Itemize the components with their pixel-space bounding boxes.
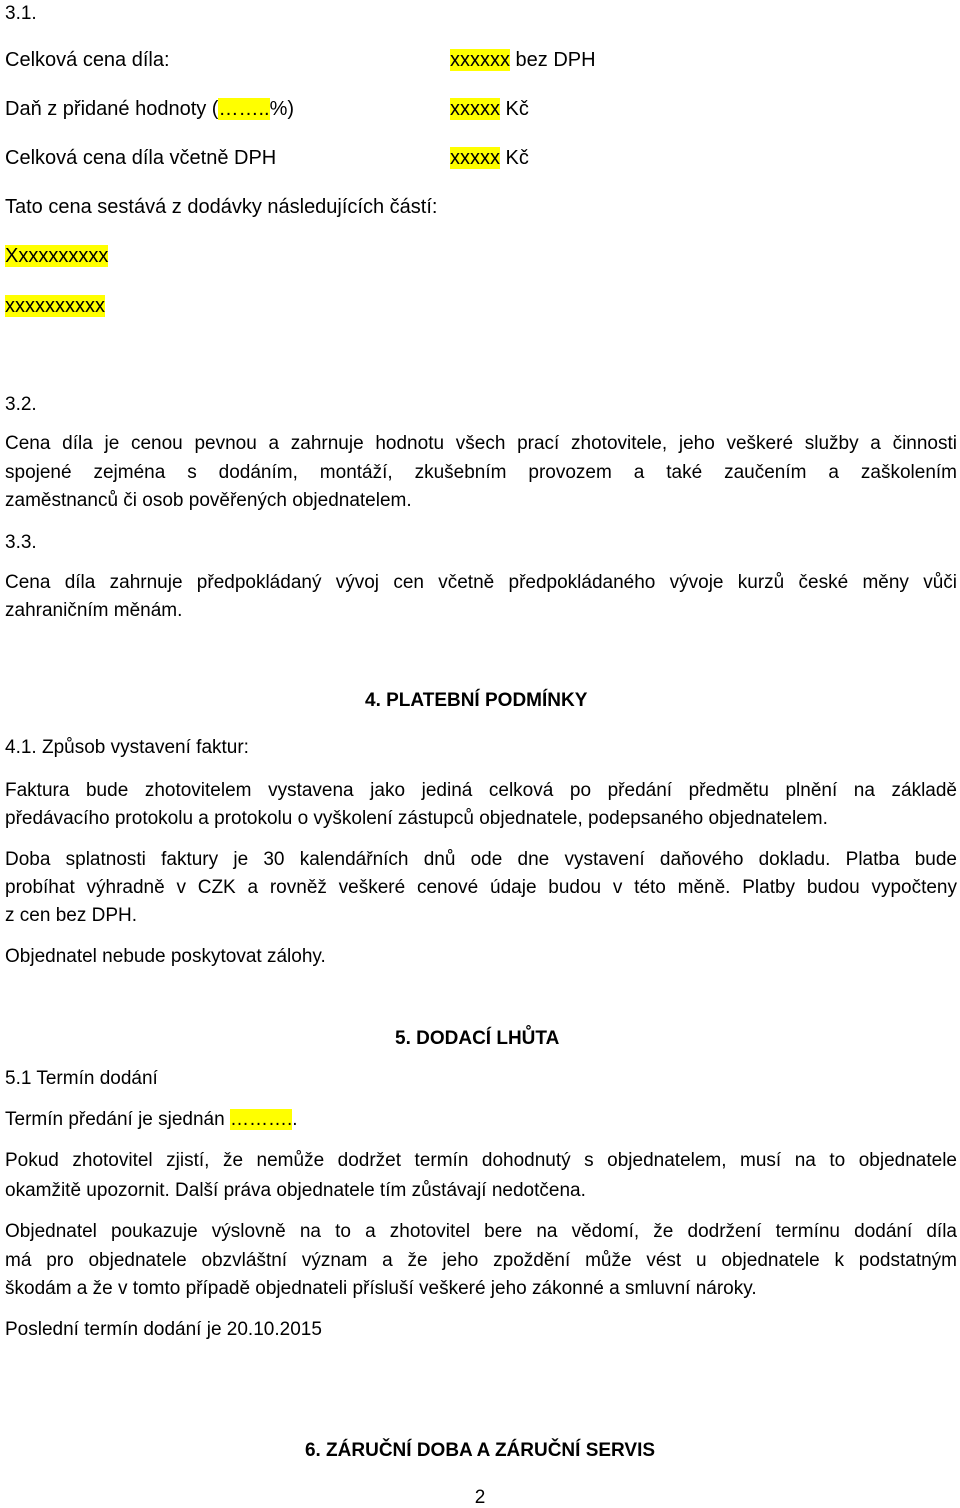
placeholder-highlight: Xxxxxxxxxx xyxy=(5,245,109,267)
delivery-term-line xyxy=(5,1110,298,1129)
page-number: 2 xyxy=(474,1487,486,1508)
paragraph-line: Pokud zhotovitel zjistí, že nemůže dodržet termín dohodnutý s objednatelem, musí na to objednatele xyxy=(5,1150,957,1171)
paragraph-line: zahraničním měnám. xyxy=(5,600,183,621)
total-price-label: Celková cena díla: xyxy=(5,49,170,71)
section-number-3-1: 3.1. xyxy=(5,3,37,24)
section-heading-6: 6. ZÁRUČNÍ DOBA A ZÁRUČNÍ SERVIS xyxy=(304,1440,656,1461)
section-heading-5: 5. DODACÍ LHŮTA xyxy=(395,1028,560,1049)
vat-label-suffix: %) xyxy=(269,98,295,120)
subsection-4-1: 4.1. Způsob vystavení faktur: xyxy=(5,737,249,758)
section-heading-4: 4. PLATEBNÍ PODMÍNKY xyxy=(365,690,588,711)
paragraph-line: má pro objednatele obzvláštní význam a že jeho zpoždění může vést u objednatele k podstatným xyxy=(5,1250,957,1271)
paragraph-line: z cen bez DPH. xyxy=(5,905,137,926)
section-number-3-2: 3.2. xyxy=(5,394,37,415)
paragraph-line: zaměstnanců či osob pověřených objednatelem. xyxy=(5,490,412,511)
total-with-vat-value xyxy=(450,148,529,168)
vat-label-text: Daň z přidané hodnoty ( xyxy=(5,98,219,120)
total-with-vat-label: Celková cena díla včetně DPH xyxy=(5,147,277,169)
vat-label xyxy=(5,99,294,119)
section-number-3-3: 3.3. xyxy=(5,532,37,553)
total-price-unit: bez DPH xyxy=(510,49,596,71)
paragraph-line: spojené zejména s dodáním, montáží, zkušebním provozem a také zaučením a zaškolením xyxy=(5,462,957,483)
paragraph-line: probíhat výhradně v CZK a rovněž veškeré cenové údaje budou v této měně. Platby budou vypočteny xyxy=(5,877,957,898)
placeholder-highlight: xxxxx xyxy=(450,147,500,169)
paragraph-line: okamžitě upozornit. Další práva objednatele tím zůstávají nedotčena. xyxy=(5,1180,586,1201)
delivery-term-end: . xyxy=(292,1109,298,1130)
paragraph-line: Faktura bude zhotovitelem vystavena jako jediná celková po předání předmětu plnění na základě xyxy=(5,780,957,801)
total-with-vat-unit: Kč xyxy=(500,147,529,169)
vat-unit: Kč xyxy=(500,98,529,120)
total-price-value xyxy=(450,50,596,70)
paragraph-line: Cena díla je cenou pevnou a zahrnuje hodnotu všech prací zhotovitele, jeho veškeré služby a činnosti xyxy=(5,433,957,454)
placeholder-highlight: xxxxx xyxy=(450,98,500,120)
placeholder-highlight: …….. xyxy=(218,98,270,120)
placeholder-highlight: ………. xyxy=(229,1109,293,1130)
paragraph-line: Cena díla zahrnuje předpokládaný vývoj cen včetně předpokládaného vývoje kurzů české měny vůči xyxy=(5,572,957,593)
paragraph-line: Objednatel poukazuje výslovně na to a zhotovitel bere na vědomí, že dodržení termínu dodání díla xyxy=(5,1221,957,1242)
paragraph-line: Objednatel nebude poskytovat zálohy. xyxy=(5,946,326,967)
placeholder-highlight: xxxxxx xyxy=(450,49,510,71)
vat-value xyxy=(450,99,529,119)
paragraph-line: Poslední termín dodání je 20.10.2015 xyxy=(5,1319,322,1340)
part-item xyxy=(5,246,108,266)
paragraph-line: škodám a že v tomto případě objednateli přísluší veškeré jeho zákonné a smluvní nároky. xyxy=(5,1278,757,1299)
part-item xyxy=(5,296,105,316)
parts-intro: Tato cena sestává z dodávky následujících částí: xyxy=(5,196,438,218)
placeholder-highlight: xxxxxxxxxx xyxy=(5,295,105,317)
delivery-term-text: Termín předání je sjednán xyxy=(5,1109,230,1130)
paragraph-line: předávacího protokolu a protokolu o vyškolení zástupců objednatele, podepsaného objednatelem. xyxy=(5,808,828,829)
subsection-5-1: 5.1 Termín dodání xyxy=(5,1068,158,1089)
paragraph-line: Doba splatnosti faktury je 30 kalendářních dnů ode dne vystavení daňového dokladu. Platba bude xyxy=(5,849,957,870)
